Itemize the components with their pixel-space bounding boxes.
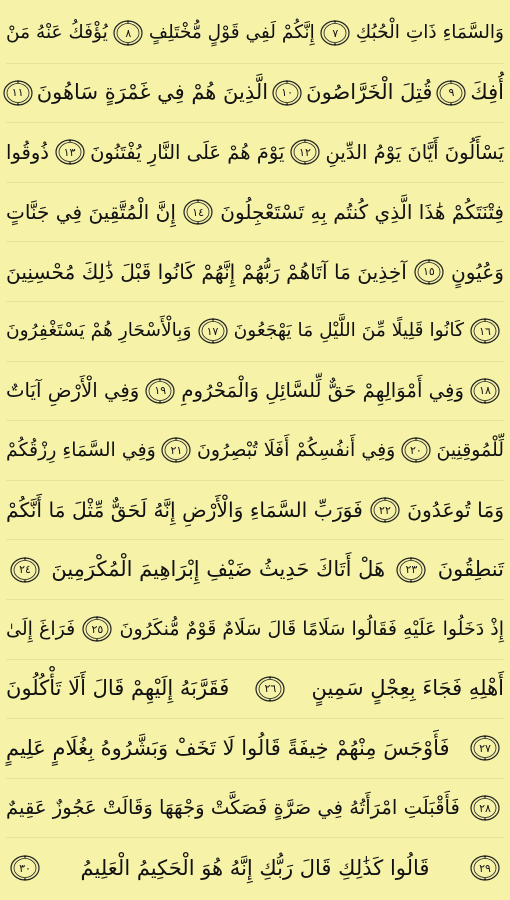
ayah-number-marker-icon (113, 20, 143, 46)
ayah-number-marker-icon (470, 855, 500, 881)
text-line (6, 481, 504, 541)
ayah-number-marker-icon (470, 318, 500, 344)
ayah-number-marker-icon (436, 80, 466, 106)
ayah-number-marker-icon (470, 378, 500, 404)
verse-text: وَفِي أَمْوَالِهِمْ حَقٌّ لِّلسَّائِلِ وَالْمَحْرُومِ (181, 379, 464, 403)
verse-text: أُفِكَ (470, 80, 504, 105)
ayah-number-marker-icon (401, 437, 431, 463)
ayah-number: ١٠ (281, 86, 294, 100)
ayah-number: ٩ (448, 86, 455, 100)
verse-text: وَفِي السَّمَاءِ رِزْقُكُمْ (6, 438, 156, 461)
text-line (6, 600, 504, 660)
ayah-number-marker-icon (82, 616, 112, 642)
ayah-number: ١٧ (206, 324, 219, 338)
text-line (6, 302, 504, 362)
ayah-number: ٢٣ (405, 563, 418, 577)
ayah-number-marker-icon (255, 676, 285, 702)
text-line (6, 838, 504, 898)
verse-text: إِذْ دَخَلُوا عَلَيْهِ فَقَالُوا سَلَامًا قَالَ سَلَامٌ قَوْمٌ مُّنكَرُونَ (119, 617, 504, 640)
ayah-number-marker-icon (145, 378, 175, 404)
ayah-number-marker-icon (10, 557, 40, 583)
ayah-number-marker-icon (272, 80, 302, 106)
ayah-number: ١٥ (423, 265, 435, 279)
ayah-number-marker-icon (414, 259, 444, 285)
ayah-number: ٢٦ (264, 682, 277, 696)
ayah-number-marker-icon (3, 80, 33, 106)
ayah-number: ١٤ (192, 205, 205, 219)
verse-text: الَّذِينَ هُمْ فِي غَمْرَةٍ سَاهُونَ (36, 80, 269, 105)
verse-text: قُتِلَ الْخَرَّاصُونَ (306, 80, 433, 105)
verse-text: يَسْأَلُونَ أَيَّانَ يَوْمُ الدِّينِ (325, 140, 504, 164)
verse-text: قَالُوا كَذَٰلِكِ قَالَ رَبُّكِ إِنَّهُ هُوَ الْحَكِيمُ الْعَلِيمُ (80, 855, 430, 880)
verse-text: فَأَقْبَلَتِ امْرَأَتُهُ فِي صَرَّةٍ فَصَكَّتْ وَجْهَهَا وَقَالَتْ عَجُوزٌ عَقِيمٌ (6, 796, 460, 820)
verse-text: إِنَّكُمْ لَفِي قَوْلٍ مُّخْتَلِفٍ (148, 22, 315, 44)
ayah-number: ٢٤ (19, 563, 31, 577)
verse-text: وَفِي الْأَرْضِ آيَاتٌ (6, 379, 140, 403)
ayah-number: ٢٠ (409, 443, 422, 457)
verse-text: وَمَا تُوعَدُونَ (407, 497, 504, 522)
ayah-number: ١٨ (479, 384, 491, 398)
text-line (6, 362, 504, 422)
ayah-number-marker-icon (470, 735, 500, 761)
text-line (6, 4, 504, 64)
text-line (6, 183, 504, 243)
ayah-number: ٢٥ (91, 622, 104, 636)
verse-text: تَنطِقُونَ (437, 557, 504, 582)
verse-text: وَفِي أَنفُسِكُمْ أَفَلَا تُبْصِرُونَ (196, 438, 396, 461)
verse-text: يُؤْفَكُ عَنْهُ مَنْ (6, 22, 108, 44)
verse-text: هَلْ أَتَاكَ حَدِيثُ ضَيْفِ إِبْرَاهِيمَ الْمُكْرَمِينَ (51, 557, 386, 582)
verse-text: ذُوقُوا (6, 140, 49, 164)
ayah-number: ١٦ (479, 324, 491, 338)
ayah-number: ٢٢ (379, 503, 391, 517)
text-line (6, 779, 504, 839)
verse-text: فَوَرَبِّ السَّمَاءِ وَالْأَرْضِ إِنَّهُ لَحَقٌّ مِّثْلَ مَا أَنَّكُمْ (6, 497, 363, 522)
verse-text: فَأَوْجَسَ مِنْهُمْ خِيفَةً قَالُوا لَا تَخَفْ وَبَشَّرُوهُ بِغُلَامٍ عَلِيمٍ (6, 735, 450, 760)
ayah-number: ٢٩ (479, 861, 491, 875)
ayah-number: ٣٠ (19, 861, 31, 875)
ayah-number-marker-icon (55, 139, 85, 165)
text-line (6, 719, 504, 779)
ayah-number-marker-icon (161, 437, 191, 463)
text-line (6, 123, 504, 183)
verse-text: فَقَرَّبَهُ إِلَيْهِمْ قَالَ أَلَا تَأْكُلُونَ (6, 676, 230, 701)
ayah-number-marker-icon (320, 20, 350, 46)
verse-text: لِّلْمُوقِنِينَ (436, 438, 504, 461)
ayah-number: ٢١ (170, 443, 183, 457)
verse-text: كَانُوا قَلِيلًا مِّنَ اللَّيْلِ مَا يَهْجَعُونَ (233, 319, 464, 341)
ayah-number-marker-icon (396, 557, 426, 583)
text-line (6, 660, 504, 720)
verse-text: أَهْلِهِ فَجَاءَ بِعِجْلٍ سَمِينٍ (311, 676, 504, 701)
ayah-number: ١٩ (154, 384, 167, 398)
verse-text: وَالسَّمَاءِ ذَاتِ الْحُبُكِ (355, 22, 504, 44)
text-line (6, 540, 504, 600)
ayah-number: ٨ (125, 26, 132, 40)
ayah-number-marker-icon (10, 855, 40, 881)
verse-text: يَوْمَ هُمْ عَلَى النَّارِ يُفْتَنُونَ (90, 140, 285, 164)
text-line (6, 421, 504, 481)
ayah-number: ٢٧ (479, 741, 491, 755)
ayah-number: ١٢ (299, 145, 311, 159)
verse-text: فِتْنَتَكُمْ هَٰذَا الَّذِي كُنتُم بِهِ تَسْتَعْجِلُونَ (220, 200, 504, 225)
verse-text: إِنَّ الْمُتَّقِينَ فِي جَنَّاتٍ (6, 200, 176, 225)
verse-text: فَرَاغَ إِلَىٰ (6, 617, 76, 640)
text-line (6, 242, 504, 302)
verse-text: وَعُيُونٍ (450, 259, 504, 284)
ayah-number-marker-icon (370, 497, 400, 523)
verse-text: آخِذِينَ مَا آتَاهُمْ رَبُّهُمْ إِنَّهُمْ كَانُوا قَبْلَ ذَٰلِكَ مُحْسِنِينَ (6, 259, 407, 284)
ayah-number: ٧ (332, 26, 339, 40)
verse-text: وَبِالْأَسْحَارِ هُمْ يَسْتَغْفِرُونَ (6, 319, 192, 341)
ayah-number: ١١ (11, 86, 24, 100)
ayah-number-marker-icon (290, 139, 320, 165)
ayah-number-marker-icon (183, 199, 213, 225)
ayah-number: ٢٨ (479, 801, 491, 815)
text-line (6, 64, 504, 124)
ayah-number: ١٣ (63, 145, 76, 159)
ayah-number-marker-icon (198, 318, 228, 344)
ayah-number-marker-icon (470, 795, 500, 821)
